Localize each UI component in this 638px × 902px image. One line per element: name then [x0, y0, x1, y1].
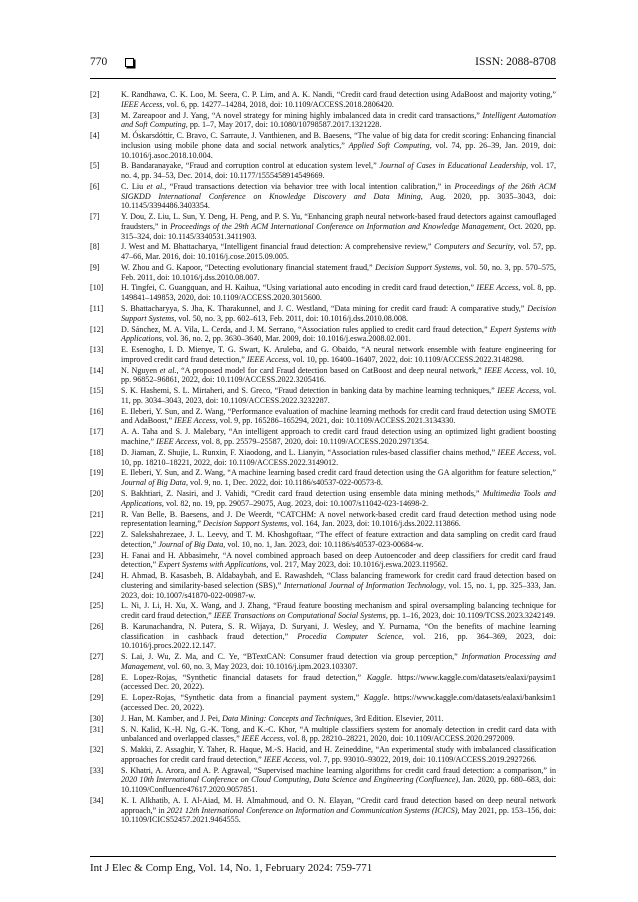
reference-venue: Intelligent Automation and Soft Computing: [121, 110, 556, 130]
reference-segment: , Aug. 2020, pp. 3035–3043, doi: 10.1145/3394486.3403354.: [121, 191, 556, 211]
reference-venue: Journal of Big Data: [158, 539, 224, 549]
reference-text: [121, 796, 556, 825]
reference-number: [10]: [90, 283, 104, 293]
reference-text: [121, 448, 556, 467]
reference-venue: IEEE Access: [156, 437, 198, 447]
journal-citation: Int J Elec & Comp Eng, Vol. 14, No. 1, February 2024: 759-771: [90, 862, 373, 874]
reference-number: [6]: [90, 181, 100, 191]
reference-segment: M. Óskarsdóttir, C. Bravo, C. Sarraute, J. Vanthienen, and B. Baesens, “The value of big data for credit scoring: Enhancing financial inclusion using mobile phone data and social network analytics,”: [121, 131, 556, 150]
reference-item: [90, 725, 556, 744]
reference-text: [121, 325, 556, 344]
reference-text: [121, 652, 556, 671]
reference-text: [121, 304, 556, 323]
reference-segment: , vol. 9, pp. 165286–165294, 2021, doi: 10.1109/ACCESS.2021.3134330.: [215, 416, 456, 426]
reference-segment: S. Makki, Z. Assaghir, Y. Taher, R. Haque, M.-S. Hacid, and H. Zeineddine, “An experimental study with imbalanced classification approaches for credit card fraud detection,”: [121, 745, 556, 764]
reference-text: [121, 386, 556, 405]
reference-venue: Proceedings of the 29th ACM International Conference on Information and Knowledge Management: [170, 221, 505, 231]
reference-segment: , vol. 217, May 2023, doi: 10.1016/j.eswa.2023.119562.: [266, 560, 448, 570]
reference-segment: E. Esenogho, I. D. Mienye, T. G. Swart, K. Aruleba, and G. Obaido, “A neural network ensemble with feature engineering for improved credit card fraud detection,”: [121, 345, 556, 364]
page-header: [90, 56, 556, 79]
reference-segment: E. Ileberi, Y. Sun, and Z. Wang, “A machine learning based credit card fraud detection using the GA algorithm for feature selection,”: [121, 468, 556, 478]
reference-number: [24]: [90, 571, 104, 581]
reference-segment: , “A proposed model for card Fraud detection based on CatBoost and deep neural network,”: [176, 365, 485, 375]
reference-segment: , vol. 7, pp. 93010–93022, 2019, doi: 10.1109/ACCESS.2019.2927266.: [305, 754, 537, 764]
reference-segment: , pp. 1–7, May 2017, doi: 10.1080/10798587.2017.1321228.: [185, 120, 382, 130]
reference-number: [3]: [90, 110, 100, 120]
reference-text: [121, 212, 556, 241]
reference-item: [90, 714, 556, 724]
reference-segment: , vol. 50, no. 3, pp. 570–575, Feb. 2011, doi: 10.1016/j.dss.2010.08.007.: [121, 262, 557, 282]
reference-number: [13]: [90, 345, 104, 355]
reference-segment: S. Khatri, A. Arora, and A. P. Agrawal, “Supervised machine learning algorithms for credit card fraud detection: a comparison,” in: [121, 765, 556, 775]
reference-segment: , vol. 57, pp. 47–66, Mar. 2016, doi: 10.1016/j.cose.2015.09.005.: [121, 242, 556, 262]
reference-item: [90, 325, 556, 344]
reference-item: [90, 263, 556, 282]
reference-item: [90, 622, 556, 651]
reference-venue: IEEE Access: [241, 734, 284, 744]
reference-number: [21]: [90, 509, 104, 519]
reference-item: [90, 161, 556, 180]
reference-text: [121, 693, 556, 712]
reference-segment: . https://www.kaggle.com/datasets/ealaxi/banksim1 (accessed Dec. 20, 2022).: [121, 693, 557, 712]
reference-venue: 2021 12th International Conference on Information and Communication Systems (ICICS): [166, 805, 458, 815]
reference-segment: N. Nguyen: [121, 365, 160, 375]
reference-number: [30]: [90, 713, 104, 723]
reference-venue: IEEE Access: [174, 416, 216, 426]
reference-segment: E. Ileberi, Y. Sun, and Z. Wang, “Performance evaluation of machine learning methods for credit card fraud detection using SMOTE and AdaBoost,”: [121, 406, 556, 426]
reference-segment: , “Fraud transactions detection via behavior tree with local intention calibration,” in: [164, 181, 455, 191]
reference-venue: Applied Soft Computing: [348, 140, 430, 150]
reference-segment: L. Ni, J. Li, H. Xu, X. Wang, and J. Zhang, “Fraud feature boosting mechanism and spiral oversampling balancing technique for credit card fraud detection,”: [121, 601, 556, 621]
reference-text: [121, 551, 556, 570]
reference-segment: Y. Dou, Z. Liu, L. Sun, Y. Deng, H. Peng, and P. S. Yu, “Enhancing graph neural network-based fraud detectors against camouflaged fraudsters,” in: [121, 212, 556, 231]
reference-segment: S. Lai, J. Wu, Z. Ma, and C. Ye, “BTextCAN: Consumer fraud detection via group perception,”: [121, 652, 462, 662]
reference-text: [121, 90, 556, 109]
reference-segment: A. A. Taha and S. J. Malebary, “An intelligent approach to credit card fraud detection using an optimized light gradient boosting machine,”: [121, 427, 556, 447]
reference-text: [121, 489, 556, 508]
reference-text: [121, 745, 556, 764]
reference-segment: , vol. 74, pp. 26–39, Jan. 2019, doi: 10.1016/j.asoc.2018.10.004.: [121, 140, 556, 160]
reference-venue: Kaggle: [363, 693, 388, 703]
reference-segment: E. Lopez-Rojas, “Synthetic financial datasets for fraud detection,”: [121, 672, 367, 682]
reference-item: [90, 283, 556, 302]
reference-text: [121, 182, 556, 211]
reference-item: [90, 386, 556, 405]
reference-venue: Journal of Cases in Educational Leadership: [379, 161, 527, 171]
reference-text: [121, 766, 556, 795]
reference-venue: IEEE Access: [121, 99, 163, 109]
issn-label: ISSN: 2088-8708: [475, 56, 556, 68]
reference-item: [90, 131, 556, 160]
reference-number: [19]: [90, 468, 104, 478]
reference-item: [90, 510, 556, 529]
reference-segment: , May 2021, pp. 153–156, doi: 10.1109/ICICS52457.2021.9464555.: [121, 805, 556, 825]
reference-segment: S. Bhattacharyya, S. Jha, K. Tharakunnel, and J. C. Westland, “Data mining for credit card fraud: A comparative study,”: [121, 304, 528, 314]
reference-text: [121, 111, 556, 130]
reference-segment: , vol. 17, no. 4, pp. 34–53, Dec. 2014, doi: 10.1177/1555458914549669.: [121, 161, 556, 181]
reference-venue: Proceedings of the 26th ACM SIGKDD International Conference on Knowledge Discovery and Data Mining: [121, 181, 556, 201]
reference-item: [90, 551, 556, 570]
reference-number: [16]: [90, 406, 104, 416]
reference-number: [28]: [90, 672, 104, 682]
reference-segment: S. Bakhtiari, Z. Nasiri, and J. Vahidi, “Credit card fraud detection using ensemble data mining methods,”: [121, 488, 483, 498]
reference-number: [17]: [90, 427, 104, 437]
reference-item: [90, 530, 556, 549]
reference-segment: , 3rd Edition. Elsevier, 2011.: [350, 713, 444, 723]
reference-venue: IEEE Access: [497, 386, 540, 396]
reference-segment: , vol. 50, no. 3, pp. 602–613, Feb. 2011, doi: 10.1016/j.dss.2010.08.008.: [174, 313, 409, 323]
reference-text: [121, 345, 556, 364]
reference-segment: , vol. 10, no. 1, Jan. 2023, doi: 10.1186/s40537-023-00684-w.: [223, 539, 424, 549]
reference-number: [15]: [90, 386, 104, 396]
reference-segment: , Oct. 2020, pp. 315–324, doi: 10.1145/3340531.3411903.: [121, 221, 556, 241]
reference-number: [11]: [90, 304, 104, 314]
reference-text: [121, 622, 556, 651]
reference-venue: et al.: [159, 365, 177, 375]
reference-segment: , vol. 8, pp. 149841–149853, 2020, doi: 10.1109/ACCESS.2020.3015600.: [121, 283, 556, 303]
reference-venue: Journal of Big Data: [121, 478, 186, 488]
reference-segment: , vol. 15, no. 1, pp. 325–333, Jan. 2023, doi: 10.1007/s41870-022-00987-w.: [121, 580, 557, 600]
reference-text: [121, 407, 556, 426]
reference-number: [29]: [90, 693, 104, 703]
reference-venue: IEEE Access: [263, 754, 306, 764]
reference-number: [7]: [90, 212, 100, 222]
reference-segment: K. I. Alkhatib, A. I. Al-Aiad, M. H. Almahmoud, and O. N. Elayan, “Credit card fraud detection based on deep neural network approach,” in: [121, 796, 556, 815]
reference-segment: , vol. 60, no. 3, May 2023, doi: 10.1016/j.ipm.2023.103307.: [163, 661, 358, 671]
reference-item: [90, 407, 556, 426]
reference-text: [121, 714, 556, 724]
reference-text: [121, 673, 556, 692]
reference-venue: Expert Systems with Applications: [121, 324, 556, 344]
reference-item: [90, 673, 556, 692]
reference-segment: S. K. Hashemi, S. L. Mirtaheri, and S. Greco, “Fraud detection in banking data by machine learning techniques,”: [121, 386, 498, 396]
reference-segment: B. Bandaranayake, “Fraud and corruption control at education system level,”: [121, 161, 380, 171]
reference-venue: Information Processing and Management: [121, 652, 557, 671]
reference-text: [121, 510, 556, 529]
reference-segment: B. Karunachandra, N. Putera, S. R. Wijaya, D. Suryani, J. Wesley, and Y. Purnama, “On the benefits of machine learning classification in cashback fraud detection,”: [121, 621, 556, 641]
reference-number: [12]: [90, 324, 104, 334]
reference-segment: R. Van Belle, B. Baesens, and J. De Weerdt, “CATCHM: A novel network-based credit card fraud detection method using node representation learning,”: [121, 509, 556, 529]
reference-venue: Decision Support Systems: [121, 304, 556, 323]
reference-text: [121, 242, 556, 261]
reference-item: [90, 796, 556, 825]
reference-segment: E. Lopez-Rojas, “Synthetic data from a financial payment system,”: [121, 693, 364, 703]
reference-text: [121, 263, 556, 282]
reference-segment: , vol. 10, pp. 16400–16407, 2022, doi: 10.1109/ACCESS.2022.3148298.: [288, 354, 524, 364]
reference-segment: , pp. 1–16, 2023, doi: 10.1109/TCSS.2023.3242149.: [385, 611, 556, 621]
reference-segment: D. Jiaman, Z. Shujie, L. Runxin, F. Xiaodong, and L. Lianyin, “Association rules-based classifier chains method,”: [121, 447, 498, 457]
reference-venue: International Journal of Information Technology: [283, 580, 444, 590]
reference-venue: Decision Support Systems: [203, 519, 288, 529]
reference-segment: H. Ahmad, B. Kasasbeh, B. Aldabaybah, and E. Rawashdeh, “Class balancing framework for credit card fraud detection based on clustering and similarity-based selection (SBS),”: [121, 571, 556, 590]
reference-venue: IEEE Access: [484, 365, 527, 375]
reference-number: [2]: [90, 90, 100, 99]
reference-venue: Computers and Security: [434, 242, 514, 252]
header-left: [90, 56, 134, 68]
reference-number: [23]: [90, 550, 104, 560]
reference-item: [90, 745, 556, 764]
reference-text: [121, 283, 556, 302]
page-number: 770: [90, 56, 108, 68]
reference-venue: Procedia Computer Science: [297, 631, 402, 641]
reference-text: [121, 468, 556, 487]
reference-item: [90, 468, 556, 487]
reference-item: [90, 489, 556, 508]
reference-text: [121, 571, 556, 600]
reference-item: [90, 182, 556, 211]
reference-venue: Multimedia Tools and Applications: [121, 488, 556, 508]
reference-item: [90, 111, 556, 130]
reference-venue: 2020 10th International Conference on Cloud Computing, Data Science and Engineering (Confluence): [121, 775, 459, 785]
reference-segment: , vol. 9, no. 1, Dec. 2022, doi: 10.1186/s40537-022-00573-8.: [185, 478, 383, 488]
reference-item: [90, 212, 556, 241]
reference-venue: IEEE Access: [476, 283, 519, 293]
reference-venue: IEEE Access: [246, 354, 289, 364]
reference-segment: H. Tingfei, C. Guangquan, and H. Kaihua, “Using variational auto encoding in credit card fraud detection,”: [121, 283, 477, 293]
reference-number: [20]: [90, 488, 104, 498]
reference-item: [90, 652, 556, 671]
reference-text: [121, 725, 556, 744]
reference-segment: , vol. 82, no. 19, pp. 29057–29075, Aug. 2023, doi: 10.1007/s11042-023-14698-2.: [161, 498, 429, 508]
reference-item: [90, 304, 556, 323]
reference-number: [9]: [90, 262, 100, 272]
reference-segment: , vol. 8, pp. 25579–25587, 2020, doi: 10.1109/ACCESS.2020.2971354.: [197, 437, 430, 447]
reference-item: [90, 242, 556, 261]
reference-item: [90, 448, 556, 467]
reference-venue: et al.: [146, 181, 165, 191]
reference-segment: , vol. 164, Jan. 2023, doi: 10.1016/j.dss.2022.113866.: [287, 519, 461, 529]
square-bullet-icon: [125, 58, 134, 67]
reference-number: [34]: [90, 796, 104, 806]
reference-segment: J. Han, M. Kamber, and J. Pei,: [121, 713, 223, 723]
reference-segment: , vol. 11, pp. 3034–3043, 2023, doi: 10.1109/ACCESS.2022.3232287.: [121, 386, 556, 405]
reference-text: [121, 161, 556, 180]
reference-segment: K. Randhawa, C. K. Loo, M. Seera, C. P. Lim, and A. K. Nandi, “Credit card fraud detection using AdaBoost and majority voting,”: [121, 90, 556, 99]
reference-text: [121, 601, 556, 620]
reference-segment: D. Sánchez, M. A. Vila, L. Cerda, and J. M. Serrano, “Association rules applied to credit card fraud detection,”: [121, 324, 490, 334]
reference-number: [31]: [90, 724, 104, 734]
reference-venue: Decision Support Systems: [375, 262, 461, 272]
reference-number: [8]: [90, 242, 100, 252]
page-footer: [90, 856, 556, 874]
reference-number: [14]: [90, 365, 104, 375]
reference-segment: , vol. 10, pp. 18210–18221, 2022, doi: 10.1109/ACCESS.2022.3149012.: [121, 447, 556, 467]
reference-segment: Z. Salekshahrezaee, J. L. Leevy, and T. M. Khoshgoftaar, “The effect of feature extraction and data sampling on credit card fraud detection,”: [121, 530, 556, 549]
reference-text: [121, 131, 556, 160]
reference-number: [27]: [90, 652, 104, 662]
reference-number: [33]: [90, 765, 104, 775]
reference-number: [25]: [90, 601, 104, 611]
reference-text: [121, 530, 556, 549]
reference-venue: Expert Systems with Applications: [158, 560, 267, 570]
reference-segment: , vol. 8, pp. 28210–28221, 2020, doi: 10.1109/ACCESS.2020.2972009.: [283, 734, 515, 744]
reference-venue: Kaggle: [366, 672, 391, 682]
reference-number: [32]: [90, 745, 104, 755]
reference-number: [26]: [90, 621, 104, 631]
reference-segment: , vol. 10, pp. 96852–96861, 2022, doi: 10.1109/ACCESS.2022.3205416.: [121, 365, 557, 385]
reference-item: [90, 345, 556, 364]
reference-item: [90, 571, 556, 600]
reference-number: [18]: [90, 447, 104, 457]
reference-number: [4]: [90, 131, 100, 141]
reference-venue: IEEE Transactions on Computational Social Systems: [213, 611, 386, 621]
reference-segment: J. West and M. Bhattacharya, “Intelligent financial fraud detection: A comprehensive review,”: [121, 242, 435, 252]
reference-text: [121, 366, 556, 385]
reference-segment: , Jan. 2020, pp. 680–683, doi: 10.1109/Confluence47617.2020.9057851.: [121, 775, 556, 795]
reference-list: [90, 90, 556, 826]
reference-segment: H. Fanai and H. Abbasimehr, “A novel combined approach based on deep Autoencoder and deep classifiers for credit card fraud detection,”: [121, 550, 556, 570]
reference-item: [90, 366, 556, 385]
reference-segment: W. Zhou and G. Kapoor, “Detecting evolutionary financial statement fraud,”: [121, 262, 376, 272]
reference-segment: , vol. 216, pp. 364–369, 2023, doi: 10.1016/j.procs.2022.12.147.: [121, 631, 556, 651]
reference-number: [5]: [90, 161, 100, 171]
reference-segment: , vol. 6, pp. 14277–14284, 2018, doi: 10.1109/ACCESS.2018.2806420.: [162, 99, 394, 109]
reference-item: [90, 601, 556, 620]
reference-number: [22]: [90, 530, 104, 540]
reference-item: [90, 693, 556, 712]
reference-segment: , vol. 36, no. 2, pp. 3630–3640, Mar. 2009, doi: 10.1016/j.eswa.2008.02.001.: [161, 334, 411, 344]
reference-segment: M. Zareapoor and J. Yang, “A novel strategy for mining highly imbalanced data in credit card transactions,”: [121, 110, 483, 120]
reference-segment: . https://www.kaggle.com/datasets/ealaxi/paysim1 (accessed Dec. 20, 2022).: [121, 672, 556, 692]
reference-segment: C. Liu: [121, 181, 147, 191]
reference-text: [121, 427, 556, 446]
reference-segment: S. N. Kalid, K.-H. Ng, G.-K. Tong, and K.-C. Khor, “A multiple classifiers system for anomaly detection in credit card data with unbalanced and overlapped classes,”: [121, 724, 556, 744]
reference-venue: IEEE Access: [497, 447, 540, 457]
reference-item: [90, 90, 556, 109]
reference-venue: Data Mining: Concepts and Techniques: [222, 713, 351, 723]
reference-item: [90, 766, 556, 795]
reference-item: [90, 427, 556, 446]
